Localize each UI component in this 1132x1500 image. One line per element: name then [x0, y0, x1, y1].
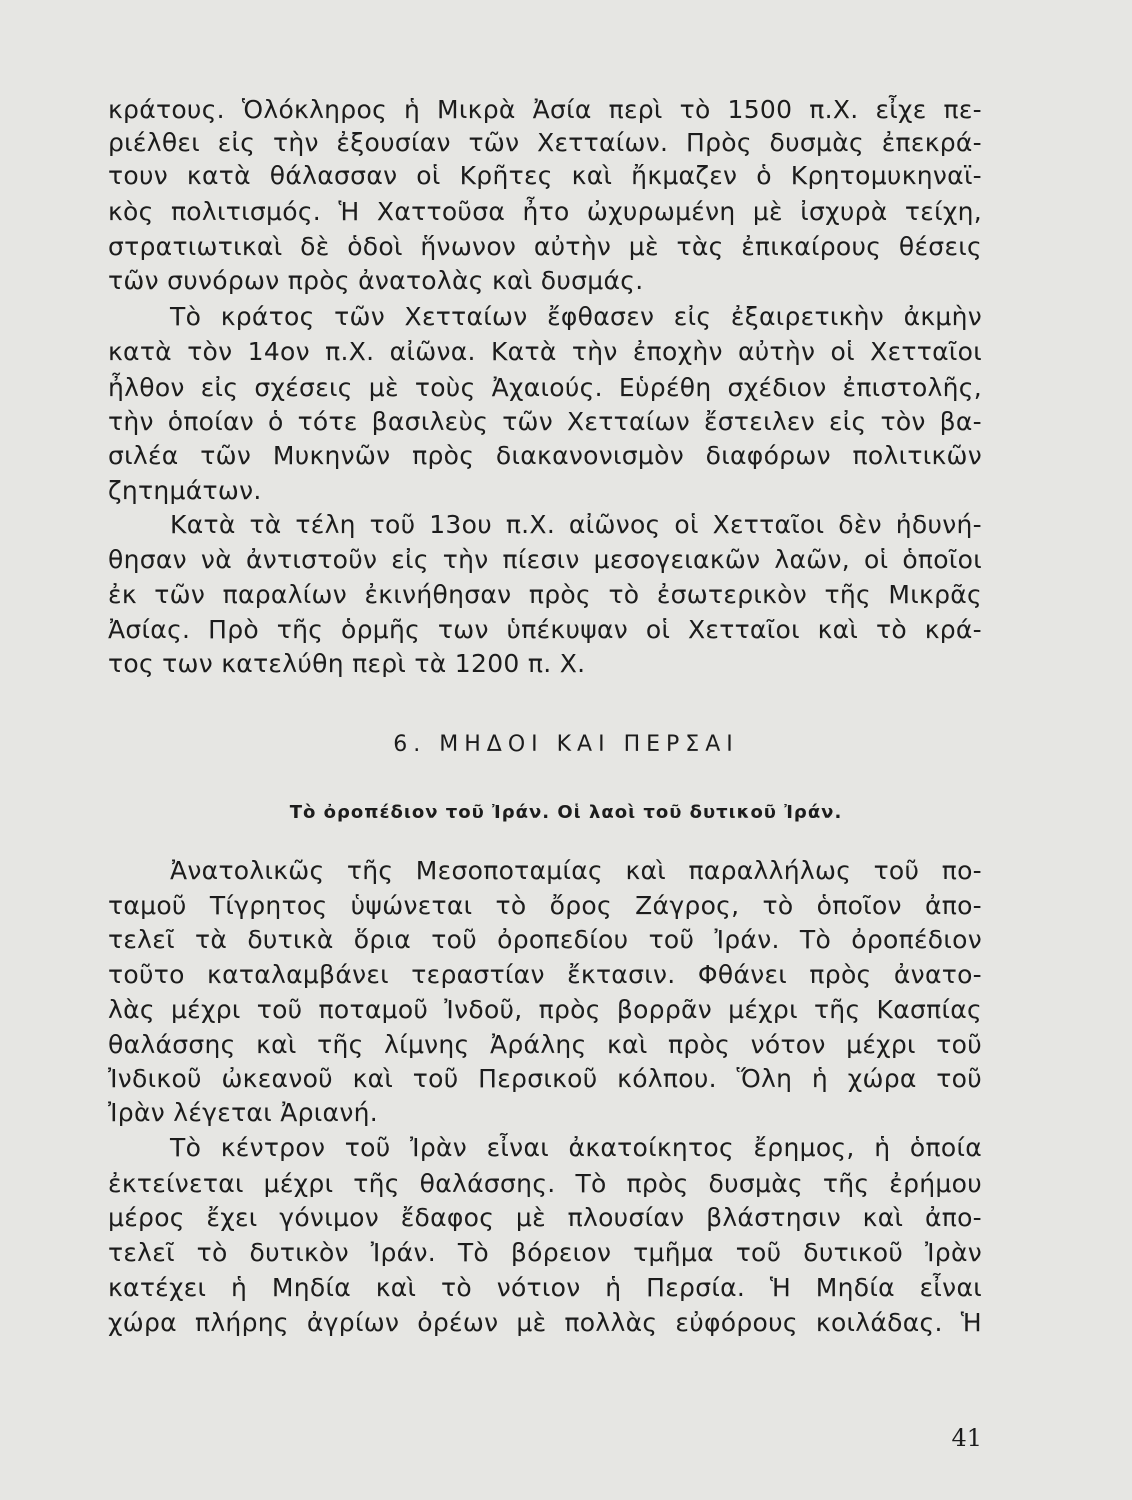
- text-line: ριέλθει εἰς τὴν ἐξουσίαν τῶν Χετταίων. Πρὸς δυσμὰς ἐπεκρά-: [108, 128, 982, 157]
- text-line: σιλέα τῶν Μυκηνῶν πρὸς διακανονισμὸν διαφόρων πολιτικῶν: [108, 441, 982, 470]
- text-line: τὴν ὁποίαν ὁ τότε βασιλεὺς τῶν Χετταίων ἔστειλεν εἰς τὸν βα-: [108, 407, 982, 436]
- text-line: ἦλθον εἰς σχέσεις μὲ τοὺς Ἀχαιούς. Εὑρέθη σχέδιον ἐπιστολῆς,: [108, 373, 982, 402]
- text-line: Τὸ κέντρον τοῦ Ἰρὰν εἶναι ἀκατοίκητος ἔρημος, ἡ ὁποία: [170, 1133, 982, 1162]
- text-line: ἐκτείνεται μέχρι τῆς θαλάσσης. Τὸ πρὸς δυσμὰς τῆς ἐρήμου: [108, 1169, 982, 1198]
- text-line: Τὸ κράτος τῶν Χετταίων ἔφθασεν εἰς ἐξαιρετικὴν ἀκμὴν: [170, 302, 982, 331]
- page-number: 41: [951, 1424, 982, 1452]
- text-line: ταμοῦ Τίγρητος ὑψώνεται τὸ ὄρος Ζάγρος, τὸ ὁποῖον ἀπο-: [108, 891, 982, 920]
- text-line: τῶν συνόρων πρὸς ἀνατολὰς καὶ δυσμάς.: [108, 266, 644, 295]
- text-line: Ἀνατολικῶς τῆς Μεσοποταμίας καὶ παραλλήλως τοῦ πο-: [170, 856, 982, 885]
- text-line: κὸς πολιτισμός. Ἡ Χαττοῦσα ἦτο ὠχυρωμένη μὲ ἰσχυρὰ τείχη,: [108, 197, 982, 226]
- text-line: στρατιωτικαὶ δὲ ὁδοὶ ἥνωνον αὐτὴν μὲ τὰς ἐπικαίρους θέσεις: [108, 232, 982, 261]
- text-line: Ἀσίας. Πρὸ τῆς ὁρμῆς των ὑπέκυψαν οἱ Χετταῖοι καὶ τὸ κρά-: [108, 615, 982, 644]
- text-line: τελεῖ τὰ δυτικὰ ὅρια τοῦ ὀροπεδίου τοῦ Ἰράν. Τὸ ὀροπέδιον: [108, 925, 982, 954]
- text-line: Ἰνδικοῦ ὠκεανοῦ καὶ τοῦ Περσικοῦ κόλπου. Ὅλη ἡ χώρα τοῦ: [108, 1064, 982, 1093]
- text-line: τοῦτο καταλαμβάνει τεραστίαν ἔκτασιν. Φθάνει πρὸς ἀνατο-: [108, 960, 982, 989]
- section-heading: 6. ΜΗΔΟΙ ΚΑΙ ΠΕΡΣΑΙ: [393, 732, 739, 757]
- text-line: λὰς μέχρι τοῦ ποταμοῦ Ἰνδοῦ, πρὸς βορρᾶν μέχρι τῆς Κασπίας: [108, 995, 982, 1024]
- text-line: χώρα πλήρης ἀγρίων ὀρέων μὲ πολλὰς εὐφόρους κοιλάδας. Ἡ: [108, 1308, 982, 1337]
- text-line: θαλάσσης καὶ τῆς λίμνης Ἀράλης καὶ πρὸς νότον μέχρι τοῦ: [108, 1030, 982, 1059]
- text-line: κατέχει ἡ Μηδία καὶ τὸ νότιον ἡ Περσία. Ἡ Μηδία εἶναι: [108, 1273, 982, 1302]
- text-line: τος των κατελύθη περὶ τὰ 1200 π. Χ.: [108, 649, 586, 678]
- text-line: Ἰρὰν λέγεται Ἀριανή.: [108, 1098, 378, 1127]
- text-line: ἐκ τῶν παραλίων ἐκινήθησαν πρὸς τὸ ἐσωτερικὸν τῆς Μικρᾶς: [108, 580, 982, 609]
- text-line: τουν κατὰ θάλασσαν οἱ Κρῆτες καὶ ἤκμαζεν ὁ Κρητομυκηναϊ-: [108, 161, 982, 190]
- subheading: Τὸ ὀροπέδιον τοῦ Ἰράν. Οἱ λαοὶ τοῦ δυτικοῦ Ἰράν.: [289, 802, 843, 823]
- text-line: θησαν νὰ ἀντιστοῦν εἰς τὴν πίεσιν μεσογειακῶν λαῶν, οἱ ὁποῖοι: [108, 545, 982, 574]
- text-line: τελεῖ τὸ δυτικὸν Ἰράν. Τὸ βόρειον τμῆμα τοῦ δυτικοῦ Ἰρὰν: [108, 1238, 982, 1267]
- text-line: κατὰ τὸν 14ον π.Χ. αἰῶνα. Κατὰ τὴν ἐποχὴν αὐτὴν οἱ Χετταῖοι: [108, 337, 982, 366]
- text-line: ζητημάτων.: [108, 476, 262, 505]
- text-line: κράτους. Ὁλόκληρος ἡ Μικρὰ Ἀσία περὶ τὸ 1500 π.Χ. εἶχε πε-: [108, 95, 982, 124]
- text-line: μέρος ἔχει γόνιμον ἔδαφος μὲ πλουσίαν βλάστησιν καὶ ἀπο-: [108, 1203, 982, 1232]
- text-line: Κατὰ τὰ τέλη τοῦ 13ου π.Χ. αἰῶνος οἱ Χετταῖοι δὲν ἠδυνή-: [170, 510, 982, 539]
